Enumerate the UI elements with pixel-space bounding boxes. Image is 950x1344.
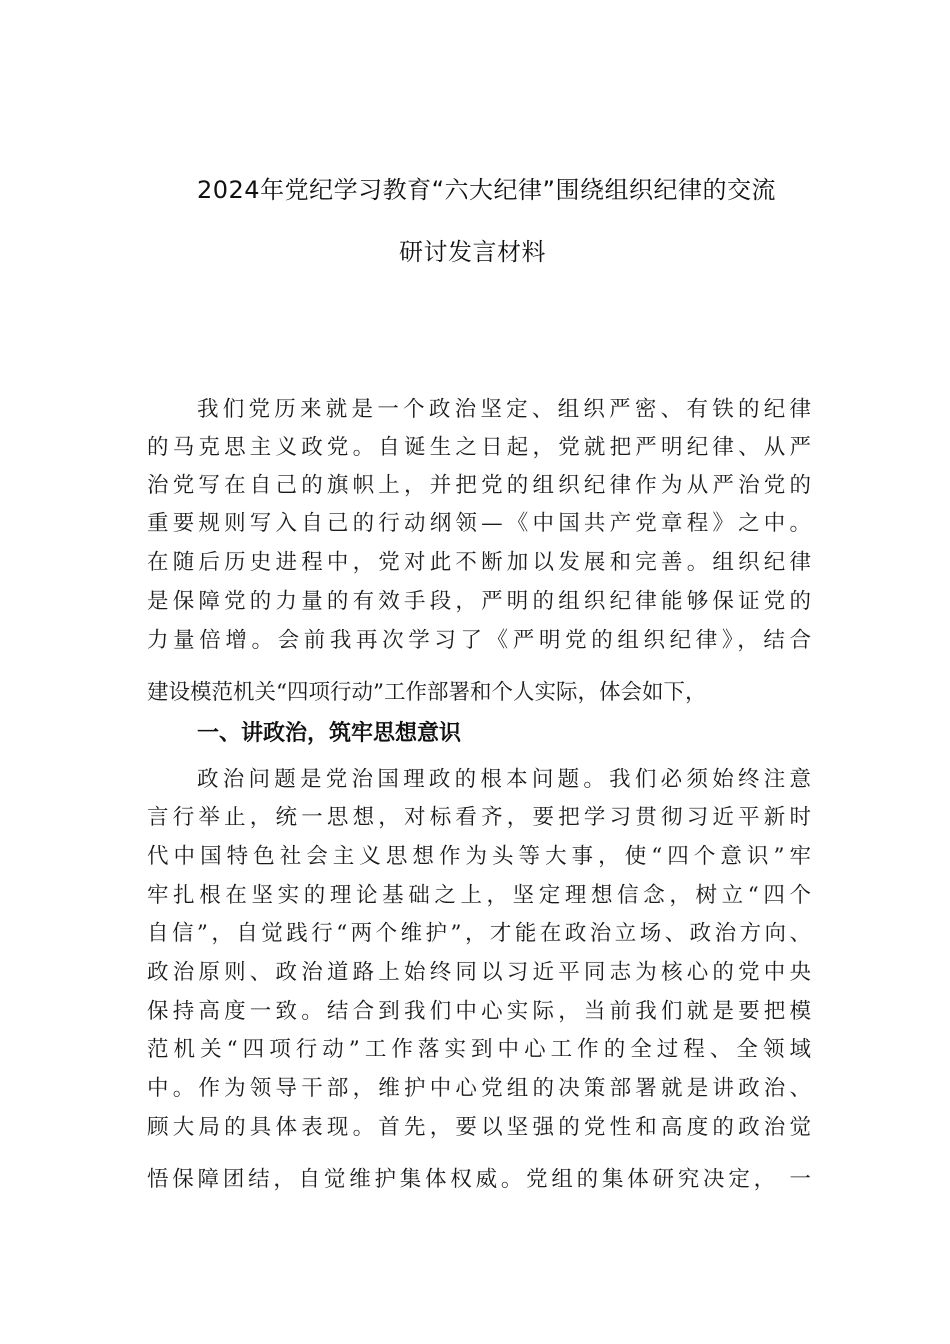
paragraph-2-line: 言行举止，统一思想，对标看齐，要把学习贯彻习近平新时 — [147, 805, 811, 830]
paragraph-2-line: 中。作为领导干部，维护中心党组的决策部署就是讲政治、 — [147, 1076, 811, 1101]
paragraph-1-line: 在随后历史进程中，党对此不断加以发展和完善。组织纪律 — [147, 550, 811, 575]
paragraph-1-line: 治党写在自己的旗帜上，并把党的组织纪律作为从严治党的 — [147, 473, 811, 498]
paragraph-2-line: 代中国特色社会主义思想作为头等大事，使“四个意识”牢 — [147, 844, 811, 869]
paragraph-1-line: 的马克思主义政党。自诞生之日起，党就把严明纪律、从严 — [147, 435, 811, 460]
paragraph-2-line: 范机关“四项行动”工作落实到中心工作的全过程、全领域 — [147, 1037, 811, 1062]
paragraph-2-line: 政治问题是党治国理政的根本问题。我们必须始终注意 — [197, 767, 811, 792]
document-title-line-1: 2024年党纪学习教育“六大纪律”围绕组织纪律的交流 — [197, 176, 776, 204]
paragraph-1-line: 重要规则写入自己的行动纲领—《中国共产党章程》之中。 — [147, 511, 811, 536]
paragraph-2-line: 悟保障团结，自觉维护集体权威。党组的集体研究决定， 一 — [147, 1167, 811, 1192]
paragraph-2-line: 政治原则、政治道路上始终同以习近平同志为核心的党中央 — [147, 960, 811, 985]
paragraph-2-line: 自信”，自觉践行“两个维护”，才能在政治立场、政治方向、 — [147, 921, 811, 946]
paragraph-1-line: 我们党历来就是一个政治坚定、组织严密、有铁的纪律 — [197, 397, 811, 422]
paragraph-1-line: 建设模范机关“四项行动”工作部署和个人实际，体会如下， — [147, 680, 707, 705]
paragraph-2-line: 牢扎根在坚实的理论基础之上，坚定理想信念，树立“四个 — [147, 883, 811, 908]
paragraph-2-line: 顾大局的具体表现。首先，要以坚强的党性和高度的政治觉 — [147, 1115, 811, 1140]
paragraph-1-line: 是保障党的力量的有效手段，严明的组织纪律能够保证党的 — [147, 589, 811, 614]
document-title-line-2: 研讨发言材料 — [399, 238, 546, 266]
paragraph-1-line: 力量倍增。会前我再次学习了《严明党的组织纪律》，结合 — [147, 628, 811, 653]
paragraph-2-line: 保持高度一致。结合到我们中心实际，当前我们就是要把模 — [147, 999, 811, 1024]
section-heading-1: 一、讲政治，筑牢思想意识 — [197, 721, 462, 746]
